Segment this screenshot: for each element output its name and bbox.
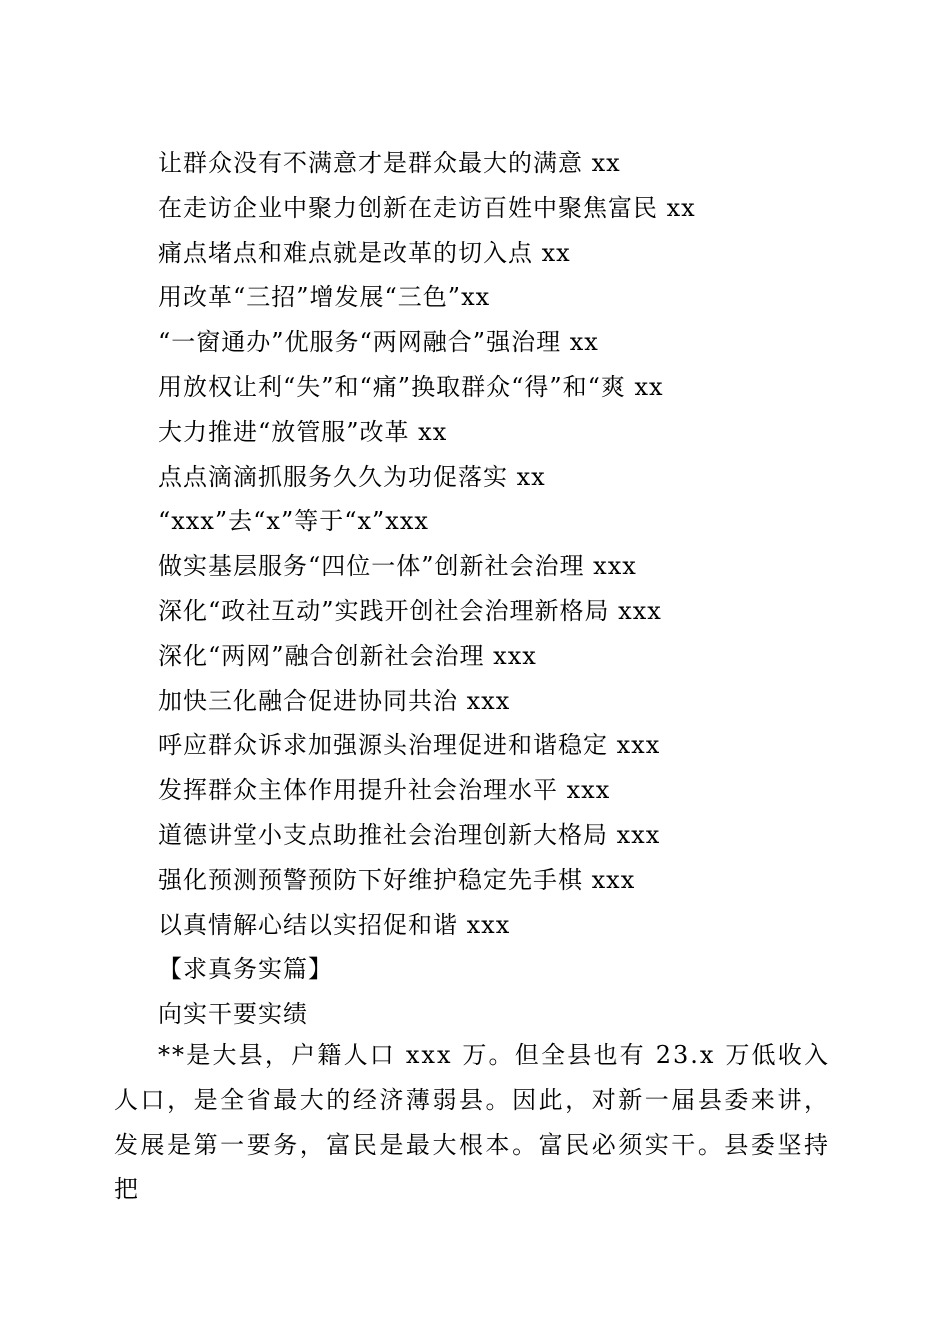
list-item: 深化“政社互动”实践开创社会治理新格局 xxx bbox=[158, 596, 662, 625]
list-item: 用改革“三招”增发展“三色”xx bbox=[158, 283, 491, 312]
list-item: 以真情解心结以实招促和谐 xxx bbox=[158, 910, 511, 939]
list-item: 让群众没有不满意才是群众最大的满意 xx bbox=[158, 149, 621, 177]
list-item: 点点滴滴抓服务久久为功促落实 xx bbox=[158, 462, 546, 491]
list-item: 做实基层服务“四位一体”创新社会治理 xxx bbox=[158, 552, 637, 581]
list-item: 深化“两网”融合创新社会治理 xxx bbox=[158, 641, 537, 670]
list-item: 痛点堵点和难点就是改革的切入点 xx bbox=[158, 238, 571, 267]
list-item: “xxx”去“x”等于“x”xxx bbox=[158, 507, 429, 536]
section-heading: 【求真务实篇】 bbox=[158, 955, 333, 984]
list-item: 发挥群众主体作用提升社会治理水平 xxx bbox=[158, 776, 611, 805]
list-item: 呼应群众诉求加强源头治理促进和谐稳定 xxx bbox=[158, 731, 661, 760]
list-item: 在走访企业中聚力创新在走访百姓中聚焦富民 xx bbox=[158, 193, 696, 222]
list-item: 用放权让利“失”和“痛”换取群众“得”和“爽 xx bbox=[158, 372, 664, 401]
body-paragraph: **是大县，户籍人口 xxx 万。但全县也有 23.x 万低收入人口，是全省最大的经济薄弱县。因此，对新一届县委来讲，发展是第一要务，富民是最大根本。富民必须实干。县委坚持把 bbox=[114, 1041, 830, 1204]
list-item: 道德讲堂小支点助推社会治理创新大格局 xxx bbox=[158, 820, 661, 849]
list-item: 大力推进“放管服”改革 xx bbox=[158, 417, 448, 446]
article-title: 向实干要实绩 bbox=[158, 1000, 308, 1029]
title-list bbox=[0, 141, 950, 1037]
list-item: 加快三化融合促进协同共治 xxx bbox=[158, 686, 511, 715]
list-item: “一窗通办”优服务“两网融合”强治理 xx bbox=[158, 328, 599, 357]
list-item: 强化预测预警预防下好维护稳定先手棋 xxx bbox=[158, 865, 636, 894]
